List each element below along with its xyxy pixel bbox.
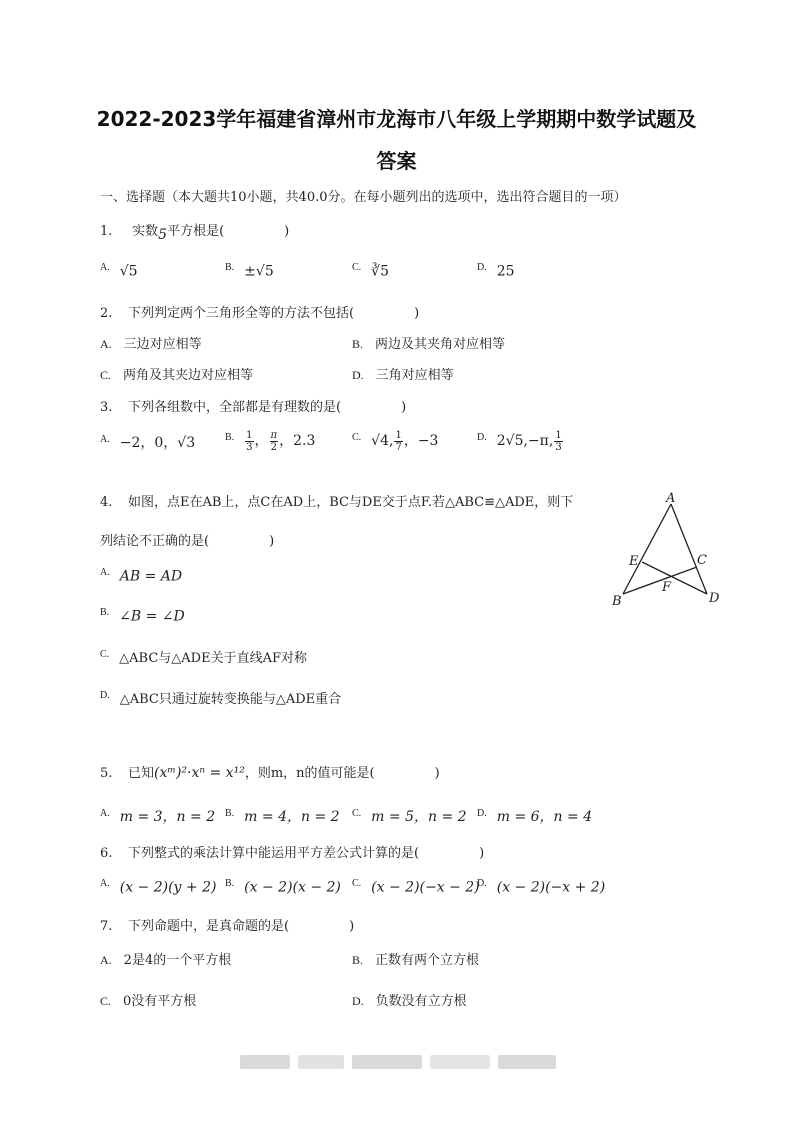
q7-option-b[interactable]: B. 正数有两个立方根	[352, 953, 480, 968]
q5-option-a[interactable]: $^{A.}$ m = 3，n = 2	[100, 807, 216, 825]
question-7: 7. 下列命题中，是真命题的是( )	[100, 919, 355, 934]
q1-option-c[interactable]: $^{C.}$ ∛5	[352, 262, 389, 280]
label-c: C	[697, 553, 707, 568]
q1-option-d[interactable]: $^{D.}$ 25	[477, 262, 515, 280]
question-2: 2. 下列判定两个三角形全等的方法不包括( )	[100, 306, 420, 321]
q2-option-a[interactable]: A. 三边对应相等	[100, 337, 202, 352]
question-5: 5. 已知(xᵐ)²·xⁿ = x¹²，则m，n的值可能是( )	[100, 765, 440, 781]
q3-option-b[interactable]: $^{B.}$ $\frac{1}{3}$ ， $\frac{\pi}{2}$ ，2.3	[225, 430, 316, 453]
q6-option-a[interactable]: $^{A.}$ (x − 2)(y + 2)	[100, 878, 217, 896]
question-4-line1: 4. 如图，点E在AB上，点C在AD上，BC与DE交于点F.若△ABC≌△ADE，则下	[100, 495, 574, 510]
q6-option-b[interactable]: $^{B.}$ (x − 2)(x − 2)	[225, 878, 341, 896]
q5-option-b[interactable]: $^{B.}$ m = 4，n = 2	[225, 807, 340, 825]
q6-option-d[interactable]: $^{D.}$ (x − 2)(−x + 2)	[477, 878, 606, 896]
label-e: E	[629, 554, 639, 569]
question-1: 1. 实数5平方根是( )	[100, 224, 290, 243]
label-d: D	[709, 591, 720, 606]
q1-option-a[interactable]: $^{A.}$ √5	[100, 262, 138, 280]
fraction-pi-half: $\frac{\pi}{2}$	[270, 430, 278, 453]
q2-option-d[interactable]: D. 三角对应相等	[352, 368, 454, 383]
question-3: 3. 下列各组数中，全部都是有理数的是( )	[100, 400, 407, 415]
q4-option-b[interactable]: $^{B.}$ ∠B = ∠D	[100, 607, 185, 625]
label-b: B	[612, 594, 622, 609]
q7-option-c[interactable]: C. 0没有平方根	[100, 994, 197, 1009]
q2-option-b[interactable]: B. 两边及其夹角对应相等	[352, 337, 506, 352]
q3-option-c[interactable]: $^{C.}$ √4, $\frac{1}{7}$ ，−3	[352, 430, 439, 453]
fraction-one-third-d: $\frac{1}{3}$	[555, 430, 562, 453]
triangle-figure	[605, 488, 735, 613]
q5-option-d[interactable]: $^{D.}$ m = 6，n = 4	[477, 807, 593, 825]
q7-option-d[interactable]: D. 负数没有立方根	[352, 994, 467, 1009]
blurred-footer-watermark	[240, 1055, 556, 1071]
fraction-one-seventh: $\frac{1}{7}$	[395, 430, 402, 453]
question-4-line2: 列结论不正确的是( )	[100, 534, 275, 549]
doc-title-line2: 答案	[376, 149, 417, 173]
q2-option-c[interactable]: C. 两角及其夹边对应相等	[100, 368, 254, 383]
q4-option-d[interactable]: $^{D.}$ △ABC只通过旋转变换能与△ADE重合	[100, 689, 342, 707]
q3-option-d[interactable]: $^{D.}$ 2√5,−π, $\frac{1}{3}$	[477, 430, 562, 453]
label-a: A	[666, 491, 676, 506]
q1-option-b[interactable]: $^{B.}$ ±√5	[225, 262, 274, 280]
q5-option-c[interactable]: $^{C.}$ m = 5，n = 2	[352, 807, 467, 825]
q6-option-c[interactable]: $^{C.}$ (x − 2)(−x − 2)	[352, 878, 480, 896]
label-f: F	[662, 580, 672, 595]
q4-option-c[interactable]: $^{C.}$ △ABC与△ADE关于直线AF对称	[100, 648, 308, 666]
q3-option-a[interactable]: $^{A.}$ −2，0，√3	[100, 433, 196, 451]
fraction-one-third: $\frac{1}{3}$	[246, 430, 253, 453]
q4-option-a[interactable]: $^{A.}$ AB = AD	[100, 567, 183, 585]
doc-title-line1: 2022-2023学年福建省漳州市龙海市八年级上学期期中数学试题及	[96, 107, 697, 131]
q7-option-a[interactable]: A. 2是4的一个平方根	[100, 953, 232, 968]
question-6: 6. 下列整式的乘法计算中能运用平方差公式计算的是( )	[100, 846, 485, 861]
section-heading: 一、选择题（本大题共10小题，共40.0分。在每小题列出的选项中，选出符合题目的一项）	[100, 190, 627, 205]
